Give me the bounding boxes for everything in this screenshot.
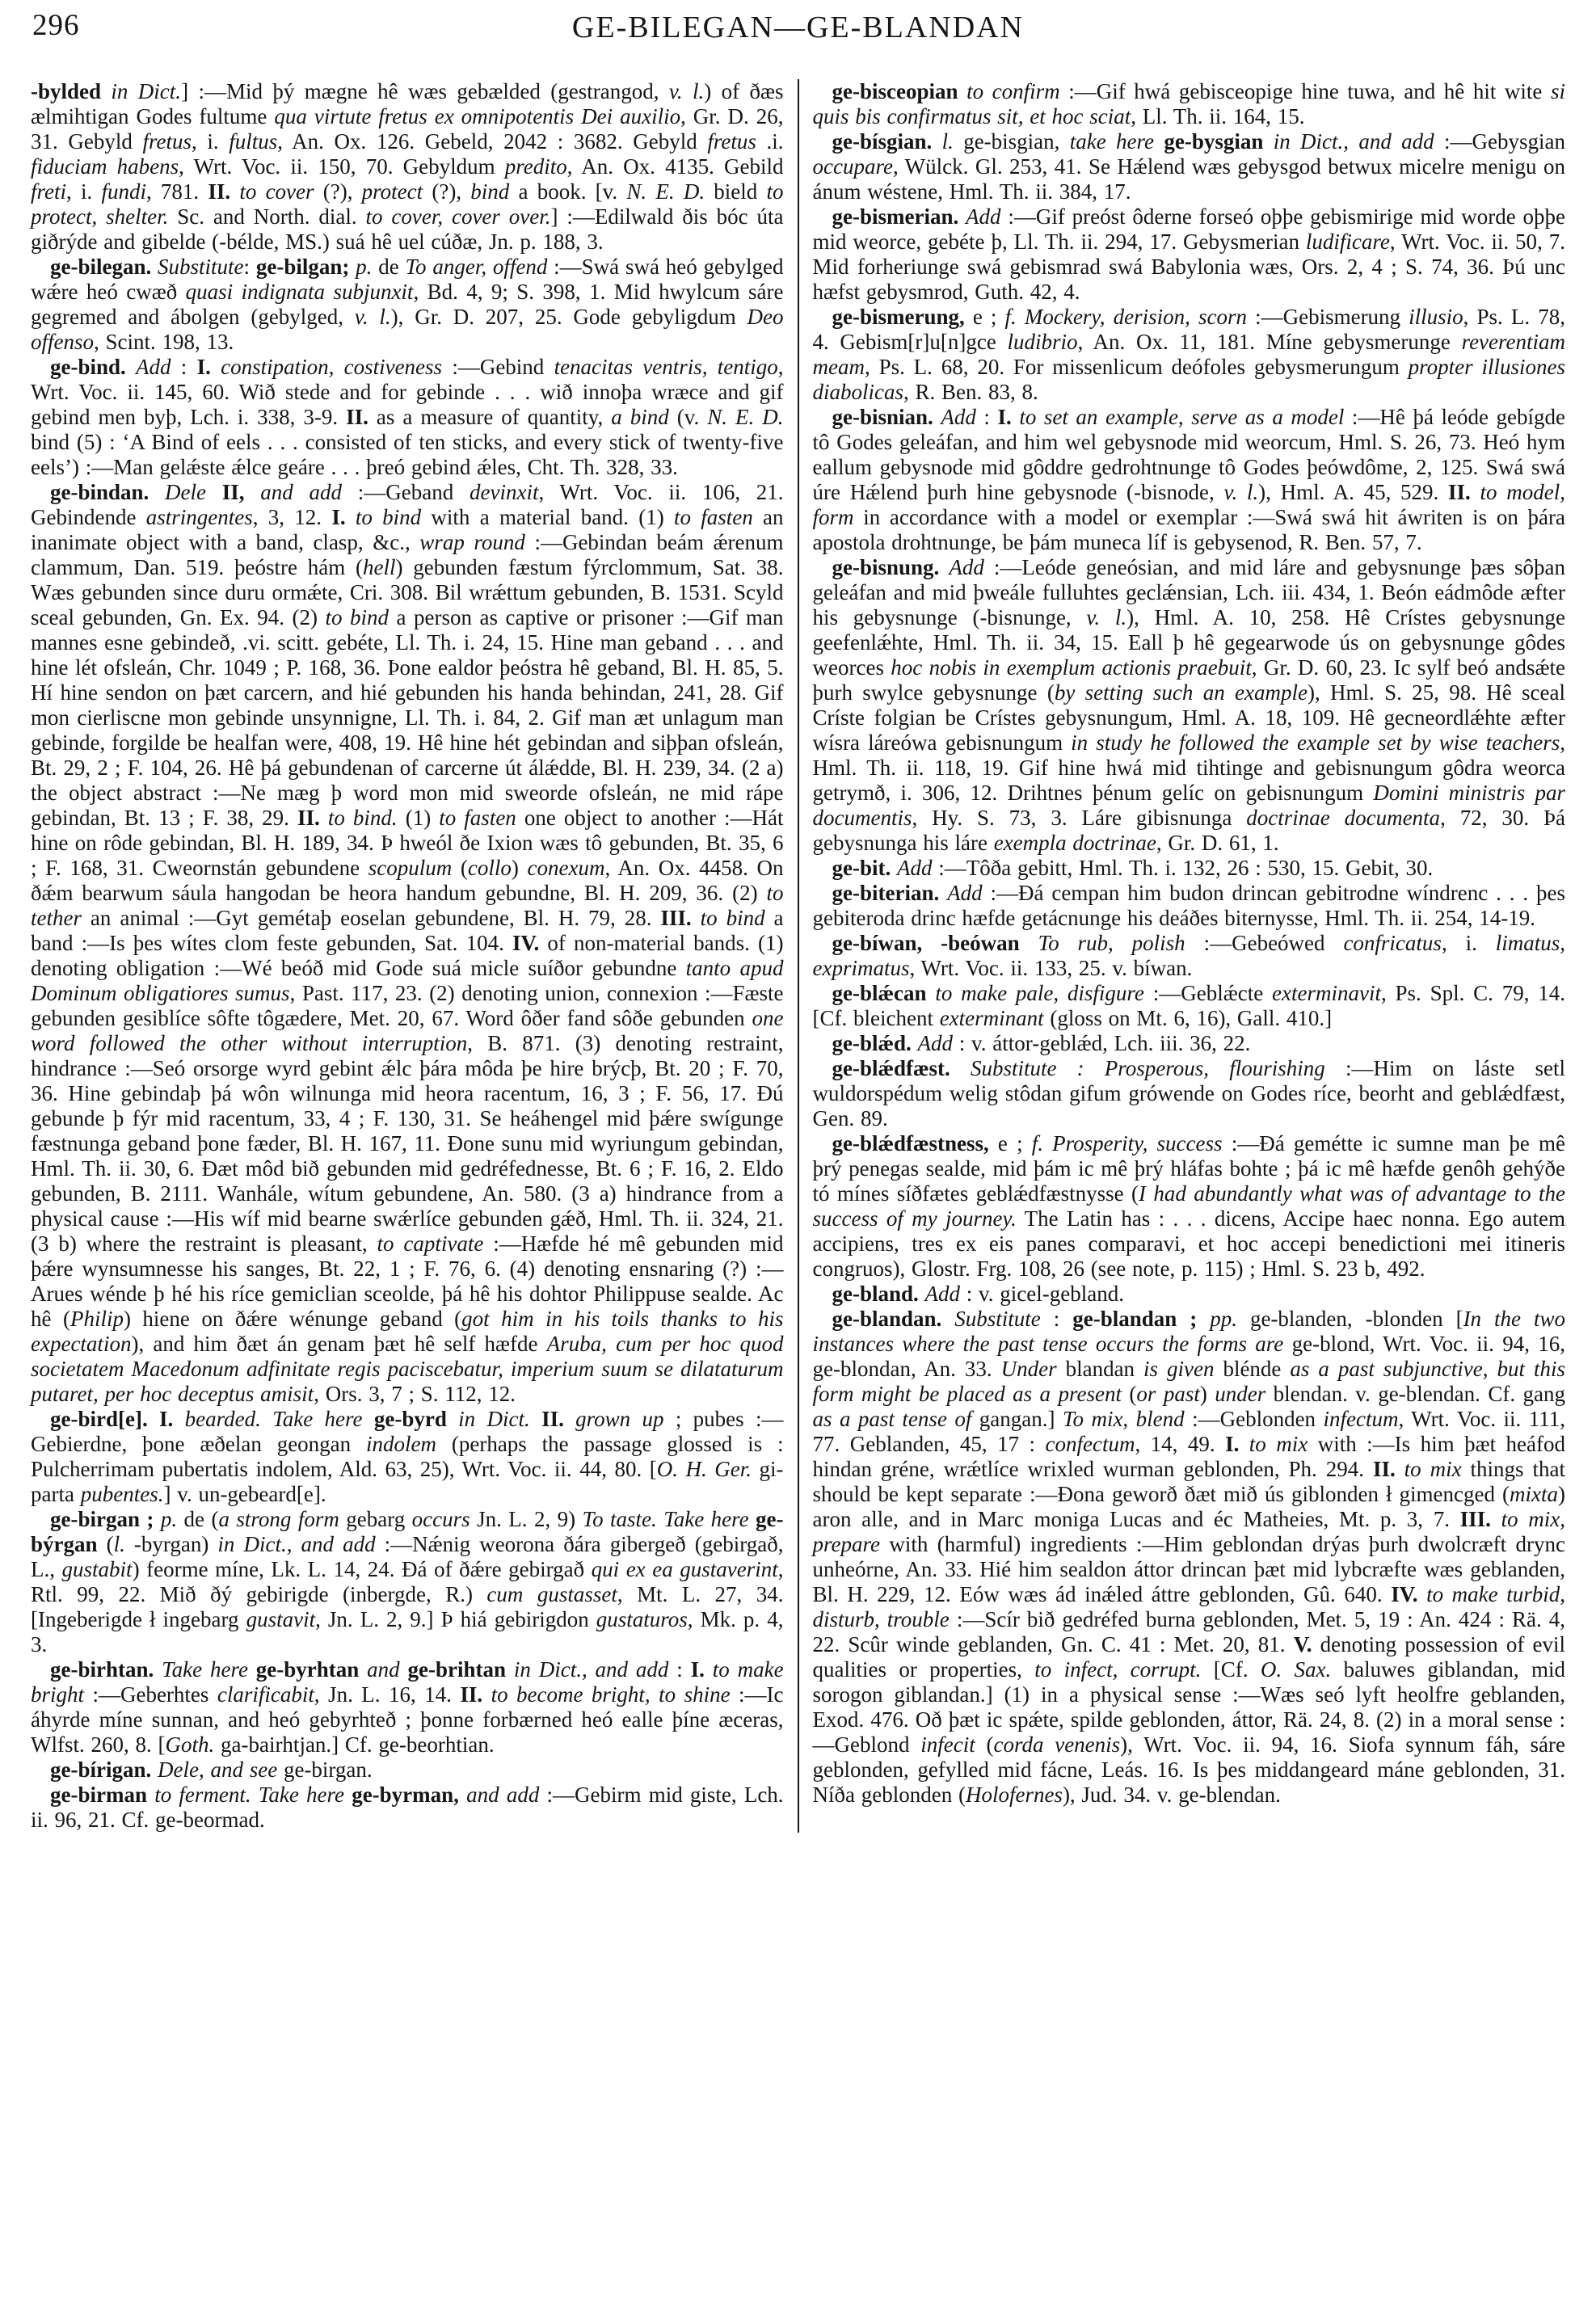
dictionary-entry: ge-birman to ferment. Take here ge-byrman, and add :—Gebirm mid giste, Lch. ii. 96, 21. Cf. ge-beormad.: [31, 1783, 784, 1832]
dictionary-entry: ge-bíwan, -beówan To rub, polish :—Gebeówed confricatus, i. limatus, exprimatus, Wrt. Voc. ii. 133, 25. v. bíwan.: [812, 931, 1566, 980]
dictionary-entry: ge-bisceopian to confirm :—Gif hwá gebisceopige hine tuwa, and hê hit wite si quis bis confirmatus sit, et hoc sciat, Ll. Th. ii. 164, 15.: [812, 79, 1565, 128]
dictionary-entry: ge-blǽdfæst. Substitute : Prosperous, flourishing :—Him on láste setl wuldorspédum welig stôdan gifum grówende on Godes ríce, beorht and geblǽdfæst, Gen. 89.: [812, 1056, 1565, 1130]
dictionary-entry: ge-bit. Add :—Tôða gebitt, Hml. Th. i. 132, 26 : 530, 15. Gebit, 30.: [832, 856, 1434, 880]
dictionary-entry: ge-bisnung. Add :—Leóde geneósian, and mid láre and gebysnunge þæs sôþan geleáfan and mid þweále fulluhtes geclǽnsian, Lch. iii. 434, 1. Beón eádmôde æfter his gebysnunge (-bisnunge, v. l.), Hml. A. 10, 258. Hê Crístes gebysnunge geefenlǽhte, Hml. Th. ii. 34, 15. Eall þ hê gegearwode ús on gebysnunge gôdes weorces hoc nobis in exemplum actionis praebuit, Gr. D. 60, 23. Ic sylf beó andsǽte þurh swylce gebysnunge (by setting such an example), Hml. S. 25, 98. Hê sceal Críste folgian be Crístes gebysnungum, Hml. A. 18, 109. Hê gecneordlǽhte æfter wísra láreówa gebisnungum in study he followed the example set by wise teachers, Hml. Th. ii. 118, 19. Gif hine hwá mid tihtinge and gebisnungum gôdra weorca getrymð, i. 306, 12. Drihtnes þénum gelíc on gebisnungum Domini ministris par documentis, Hy. S. 73, 3. Láre gibisnunga doctrinae documenta, 72, 30. Þá gebysnunga his láre exempla doctrinae, Gr. D. 61, 1.: [812, 555, 1566, 855]
dictionary-entry: -bylded in Dict.] :—Mid þý mægne hê wæs gebælded (gestrangod, v. l.) of ðæs ælmihtigan Godes fultume qua virtute fretus ex omnipotentis Dei auxilio, Gr. D. 26, 31. Gebyld fretus, i. fultus, An. Ox. 126. Gebeld, 2042 : 3682. Gebyld fretus .i. fiduciam habens, Wrt. Voc. ii. 150, 70. Gebyldum predito, An. Ox. 4135. Gebild freti, i. fundi, 781. II. to cover (?), protect (?), bind a book. [v. N. E. D. bield to protect, shelter. Sc. and North. dial. to cover, cover over.] :—Edilwald ðis bóc úta giðrýde and gibelde (-bélde, MS.) suá hê uel cúðæ, Jn. p. 188, 3.: [31, 79, 784, 254]
dictionary-entry: ge-blǽdfæstness, e ; f. Prosperity, success :—Ðá gemétte ic sumne man þe mê þrý penegas sealde, mid þám ic mê þrý hláfas bohte ; þá ic mê hæfde genôh gehýðe tó mínes síðfætes geblǽdfæstnysse (I had abundantly what was of advantage to the success of my journey. The Latin has : . . . dicens, Accipe haec nonna. Ego autem accipiens, tres ex eis panes comparavi, et hoc accepi benedictioni mei itineris congruos), Glostr. Frg. 108, 26 (see note, p. 115) ; Hml. S. 23 b, 492.: [812, 1131, 1566, 1281]
dictionary-entry: ge-bird[e]. I. bearded. Take here ge-byrd in Dict. II. grown up ; pubes :—Gebierdne, þone æðelan geongan indolem (perhaps the passage glossed is : Pulcherrimam pubertatis indolem, Ald. 63, 25), Wrt. Voc. ii. 44, 80. [O. H. Ger. gi-parta pubentes.] v. un-gebeard[e].: [31, 1407, 784, 1506]
right-column: [799, 79, 1566, 1833]
dictionary-entry: ge-bírigan. Dele, and see ge-birgan.: [50, 1757, 373, 1782]
dictionary-entry: ge-bland. Add : v. gicel-gebland.: [832, 1282, 1124, 1306]
dictionary-entry: ge-birgan ; p. de (a strong form gebarg occurs Jn. L. 2, 9) To taste. Take here ge-býrgan (l. -byrgan) in Dict., and add :—Nǽnig weorona ðára gibergeð (gebirgað, L., gustabit) feorme míne, Lk. L. 14, 24. Ðá of ðǽre gebirgað qui ex ea gustaverint, Rtl. 99, 22. Mið ðý gebirigde (inbergde, R.) cum gustasset, Mt. L. 27, 34. [Ingeberigde ł ingebarg gustavit, Jn. L. 2, 9.] Þ hiá gebirigdon gustaturos, Mk. p. 4, 3.: [31, 1507, 784, 1656]
dictionary-entry: ge-blǽcan to make pale, disfigure :—Geblǽcte exterminavit, Ps. Spl. C. 79, 14. [Cf. bleichent exterminant (gloss on Mt. 6, 16), Gall. 410.]: [812, 981, 1566, 1030]
dictionary-entry: ge-biterian. Add :—Ðá cempan him budon drincan gebitrodne wíndrenc . . . þes gebiteroda drinc hæfde getácnunge his deáðes biternysse, Hml. Th. ii. 254, 14-19.: [812, 881, 1566, 930]
page-title: GE-BILEGAN—GE-BLANDAN: [571, 11, 1025, 44]
text-columns: [0, 74, 1596, 1833]
dictionary-entry: ge-bind. Add : I. constipation, costiveness :—Gebind tenacitas ventris, tentigo, Wrt. Voc. ii. 145, 60. Wið stede and for gebinde . . . wið innoþa wræce and gif gebind men byþ, Lch. i. 338, 3-9. II. as a measure of quantity, a bind (v. N. E. D. bind (5) : ‘A Bind of eels . . . consisted of ten sticks, and every stick of twenty-five eels’) :—Man gelǽste ǽlce geáre . . . þreó gebind ǽles, Cht. Th. 328, 33.: [31, 355, 784, 479]
dictionary-entry: ge-blǽd. Add : v. áttor-geblǽd, Lch. iii. 36, 22.: [832, 1031, 1251, 1055]
dictionary-entry: ge-bismerian. Add :—Gif preóst ôderne forseó oþþe gebismirige mid worde oþþe mid weorce, gebéte þ, Ll. Th. ii. 294, 17. Gebysmerian ludificare, Wrt. Voc. ii. 50, 7. Mid forheriunge swá gebismrad swá Babylonia wæs, Ors. 2, 4 ; S. 74, 36. Þú unc hæfst gebysmrod, Guth. 42, 4.: [812, 204, 1566, 304]
dictionary-entry: ge-bilegan. Substitute: ge-bilgan; p. de To anger, offend :—Swá swá heó gebylged wǽre heó cwæð quasi indignata subjunxit, Bd. 4, 9; S. 398, 1. Mid hwylcum sáre gegremed and ábolgen (gebylged, v. l.), Gr. D. 207, 25. Gode gebyligdum Deo offenso, Scint. 198, 13.: [31, 255, 784, 354]
left-column: [31, 79, 798, 1833]
page-number: 296: [32, 9, 80, 42]
dictionary-entry: ge-birhtan. Take here ge-byrhtan and ge-brihtan in Dict., and add : I. to make bright :—Geberhtes clarificabit, Jn. L. 16, 14. II. to become bright, to shine :—Ic áhyrde míne sunnan, and heó gebyrhteð ; þonne forbærned heó ealle þíne æceras, Wlfst. 260, 8. [Goth. ga-bairhtjan.] Cf. ge-beorhtian.: [31, 1657, 784, 1757]
dictionary-entry: ge-bísgian. l. ge-bisgian, take here ge-bysgian in Dict., and add :—Gebysgian occupare, Wülck. Gl. 253, 41. Se Hǽlend wæs gebysgod betwux micelre menigu on ánum wéstene, Hml. Th. ii. 384, 17.: [812, 129, 1565, 204]
dictionary-entry: ge-bisnian. Add : I. to set an example, serve as a model :—Hê þá leóde gebígde tô Godes geleáfan, and him wel gebysnode mid weorcum, Hml. S. 26, 73. Heó hym eallum gebysnode mid gôddre gedrohtnunge tô Godes þeówdôme, 2, 125. Swá swá úre Hǽlend þurh hine gebysnode (-bisnode, v. l.), Hml. A. 45, 529. II. to model, form in accordance with a model or exemplar :—Swá swá hit áwriten is on þára apostola drohtnunge, be þám muneca líf is gebysenod, R. Ben. 57, 7.: [812, 405, 1566, 554]
dictionary-entry: ge-bismerung, e ; f. Mockery, derision, scorn :—Gebismerung illusio, Ps. L. 78, 4. Gebism[r]u[n]gce ludibrio, An. Ox. 11, 181. Míne gebysmerunge reverentiam meam, Ps. L. 68, 20. For missenlicum deófoles gebysmerungum propter illusiones diabolicas, R. Ben. 83, 8.: [812, 305, 1566, 404]
page-header: [0, 0, 1596, 74]
dictionary-entry: ge-blandan. Substitute : ge-blandan ; pp. ge-blanden, -blonden [In the two instances where the past tense occurs the forms are ge-blond, Wrt. Voc. ii. 94, 16, ge-blondan, An. 33. Under blandan is given blénde as a past subjunctive, but this form might be placed as a present (or past) under blendan. v. ge-blendan. Cf. gang as a past tense of gangan.] To mix, blend :—Geblonden infectum, Wrt. Voc. ii. 111, 77. Geblanden, 45, 17 : confectum, 14, 49. I. to mix with :—Is him þæt heáfod hindan gréne, wrǽtlíce wrixled wurman geblonden, Ph. 294. II. to mix things that should be kept separate :—Ðona geworð ðæt mið ús giblonden ł gimencged (mixta) aron alle, and in Marc moniga Lucas and éc Matheies, Mt. p. 3, 7. III. to mix, prepare with (harmful) ingredients :—Him geblondan drýas þurh dwolcræft drync unheórne, An. 33. Hié him sealdon áttor drincan þæt mid lybcræfte wæs geblanden, Bl. H. 229, 12. Eów wæs ád inǽled áttre geblonden, Gû. 640. IV. to make turbid, disturb, trouble :—Scír bið gedréfed burna geblonden, Met. 5, 19 : An. 424 : Rä. 4, 22. Scûr winde geblanden, Gn. C. 41 : Met. 20, 81. V. denoting possession of evil qualities or properties, to infect, corrupt. [Cf. O. Sax. baluwes giblandan, mid sorogon giblandan.] (1) in a physical sense :—Wæs seó lyft heolfre geblanden, Exod. 476. Oð þæt ic spǽte, spilde geblonden, áttor, Rä. 24, 8. (2) in a moral sense :—Geblond infecit (corda venenis), Wrt. Voc. ii. 94, 16. Siofa synnum fáh, sáre geblonden, gefylled mid fácne, Leás. 16. Is þes middangeard máne geblonden, 31. Níða geblonden (Holofernes), Jud. 34. v. ge-blendan.: [812, 1307, 1566, 1807]
dictionary-entry: ge-bindan. Dele II, and add :—Geband devinxit, Wrt. Voc. ii. 106, 21. Gebindende astringentes, 3, 12. I. to bind with a material band. (1) to fasten an inanimate object with a band, clasp, &c., wrap round :—Gebindan beám ǽrenum clammum, Dan. 519. þeóstre hám (hell) gebunden fæstum fýrclommum, Sat. 38. Wæs gebunden since duru ormǽte, Cri. 308. Bil wrǽttum gebunden, B. 1531. Scyld sceal gebunden, Gn. Ex. 94. (2) to bind a person as captive or prisoner :—Gif man mannes esne gebindeð, .vi. scitt. gebéte, Ll. Th. i. 24, 15. Hine man geband . . . and hine lét ofsleán, Chr. 1049 ; P. 168, 36. Þone ealdor þeóstra hê geband, Bl. H. 85, 5. Hí hine sendon on þæt carcern, and hié gebunden his handa behindan, 241, 28. Gif mon cierliscne mon gebinde unsynnigne, Ll. Th. i. 84, 2. Gif man æt unlagum man gebinde, forgilde be healfan were, 408, 19. Hê hine hét gebindan and siþþan ofsleán, Bt. 29, 2 ; F. 104, 26. Hê þá gebundenan of carcerne út álǽdde, Bl. H. 239, 34. (2 a) the object abstract :—Ne mæg þ word mon mid sweorde ofsleán, ne mid rápe gebindan, Bt. 13 ; F. 38, 29. II. to bind. (1) to fasten one object to another :—Hát hine on rôde gebindan, Bl. H. 189, 34. Þ hweól ðe Ixion wæs tô gebunden, Bt. 35, 6 ; F. 168, 31. Cweornstán gebundene scopulum (collo) conexum, An. Ox. 4458. On ðǽm bearwum sáula hangodan be heora handum gebundne, Bl. H. 209, 36. (2) to tether an animal :—Gyt gemétaþ eoselan gebundene, Bl. H. 79, 28. III. to bind a band :—Is þes wítes clom feste gebunden, Sat. 104. IV. of non-material bands. (1) denoting obligation :—Wé beóð mid Gode suá micle suíðor gebundne tanto apud Dominum obligatiores sumus, Past. 117, 23. (2) denoting union, connexion :—Fæste gebunden gesiblíce sôfte tôgædere, Met. 20, 67. Word ôðer fand sôðe gebunden one word followed the other without interruption, B. 871. (3) denoting restraint, hindrance :—Seó orsorge wyrd gebint ǽlc þára môda þe hire brýcþ, Bt. 20 ; F. 70, 36. Hine gebindaþ þá wôn wilnunga mid heora racentum, 16, 3 ; F. 56, 17. Ðú gebunde þ fýr mid racentum, 33, 4 ; F. 130, 31. Se heáhengel mid þǽre swígunge fæstnunga geband þone fæder, Bl. H. 167, 11. Ðone sunu mid wyriungum gebindan, Hml. Th. ii. 30, 6. Ðæt môd bið gebunden mid gedréfednesse, Bt. 6 ; F. 16, 2. Eldo gebunden, B. 2111. Wanhále, wítum gebundene, An. 580. (3 a) hindrance from a physical cause :—His wíf mid bearne swǽrlíce gebunden gǽð, Hml. Th. ii. 324, 21. (3 b) where the restraint is pleasant, to captivate :—Hæfde hé mê gebunden mid þǽre wynsumnesse his sanges, Bt. 22, 1 ; F. 76, 6. (4) denoting ensnaring (?) :—Arues wénde þ hé his ríce gemiclian sceolde, þá hê his dohtor Philippuse sealde. Ac hê (Philip) hiene on ðǽre wénunge geband (got him in his toils thanks to his expectation), and him ðæt án genam þæt hê self hæfde Aruba, cum per hoc quod societatem Macedonum adfinitate regis paciscebatur, imperium suum se dilataturum putaret, per hoc deceptus amisit, Ors. 3, 7 ; S. 112, 12.: [31, 480, 784, 1406]
